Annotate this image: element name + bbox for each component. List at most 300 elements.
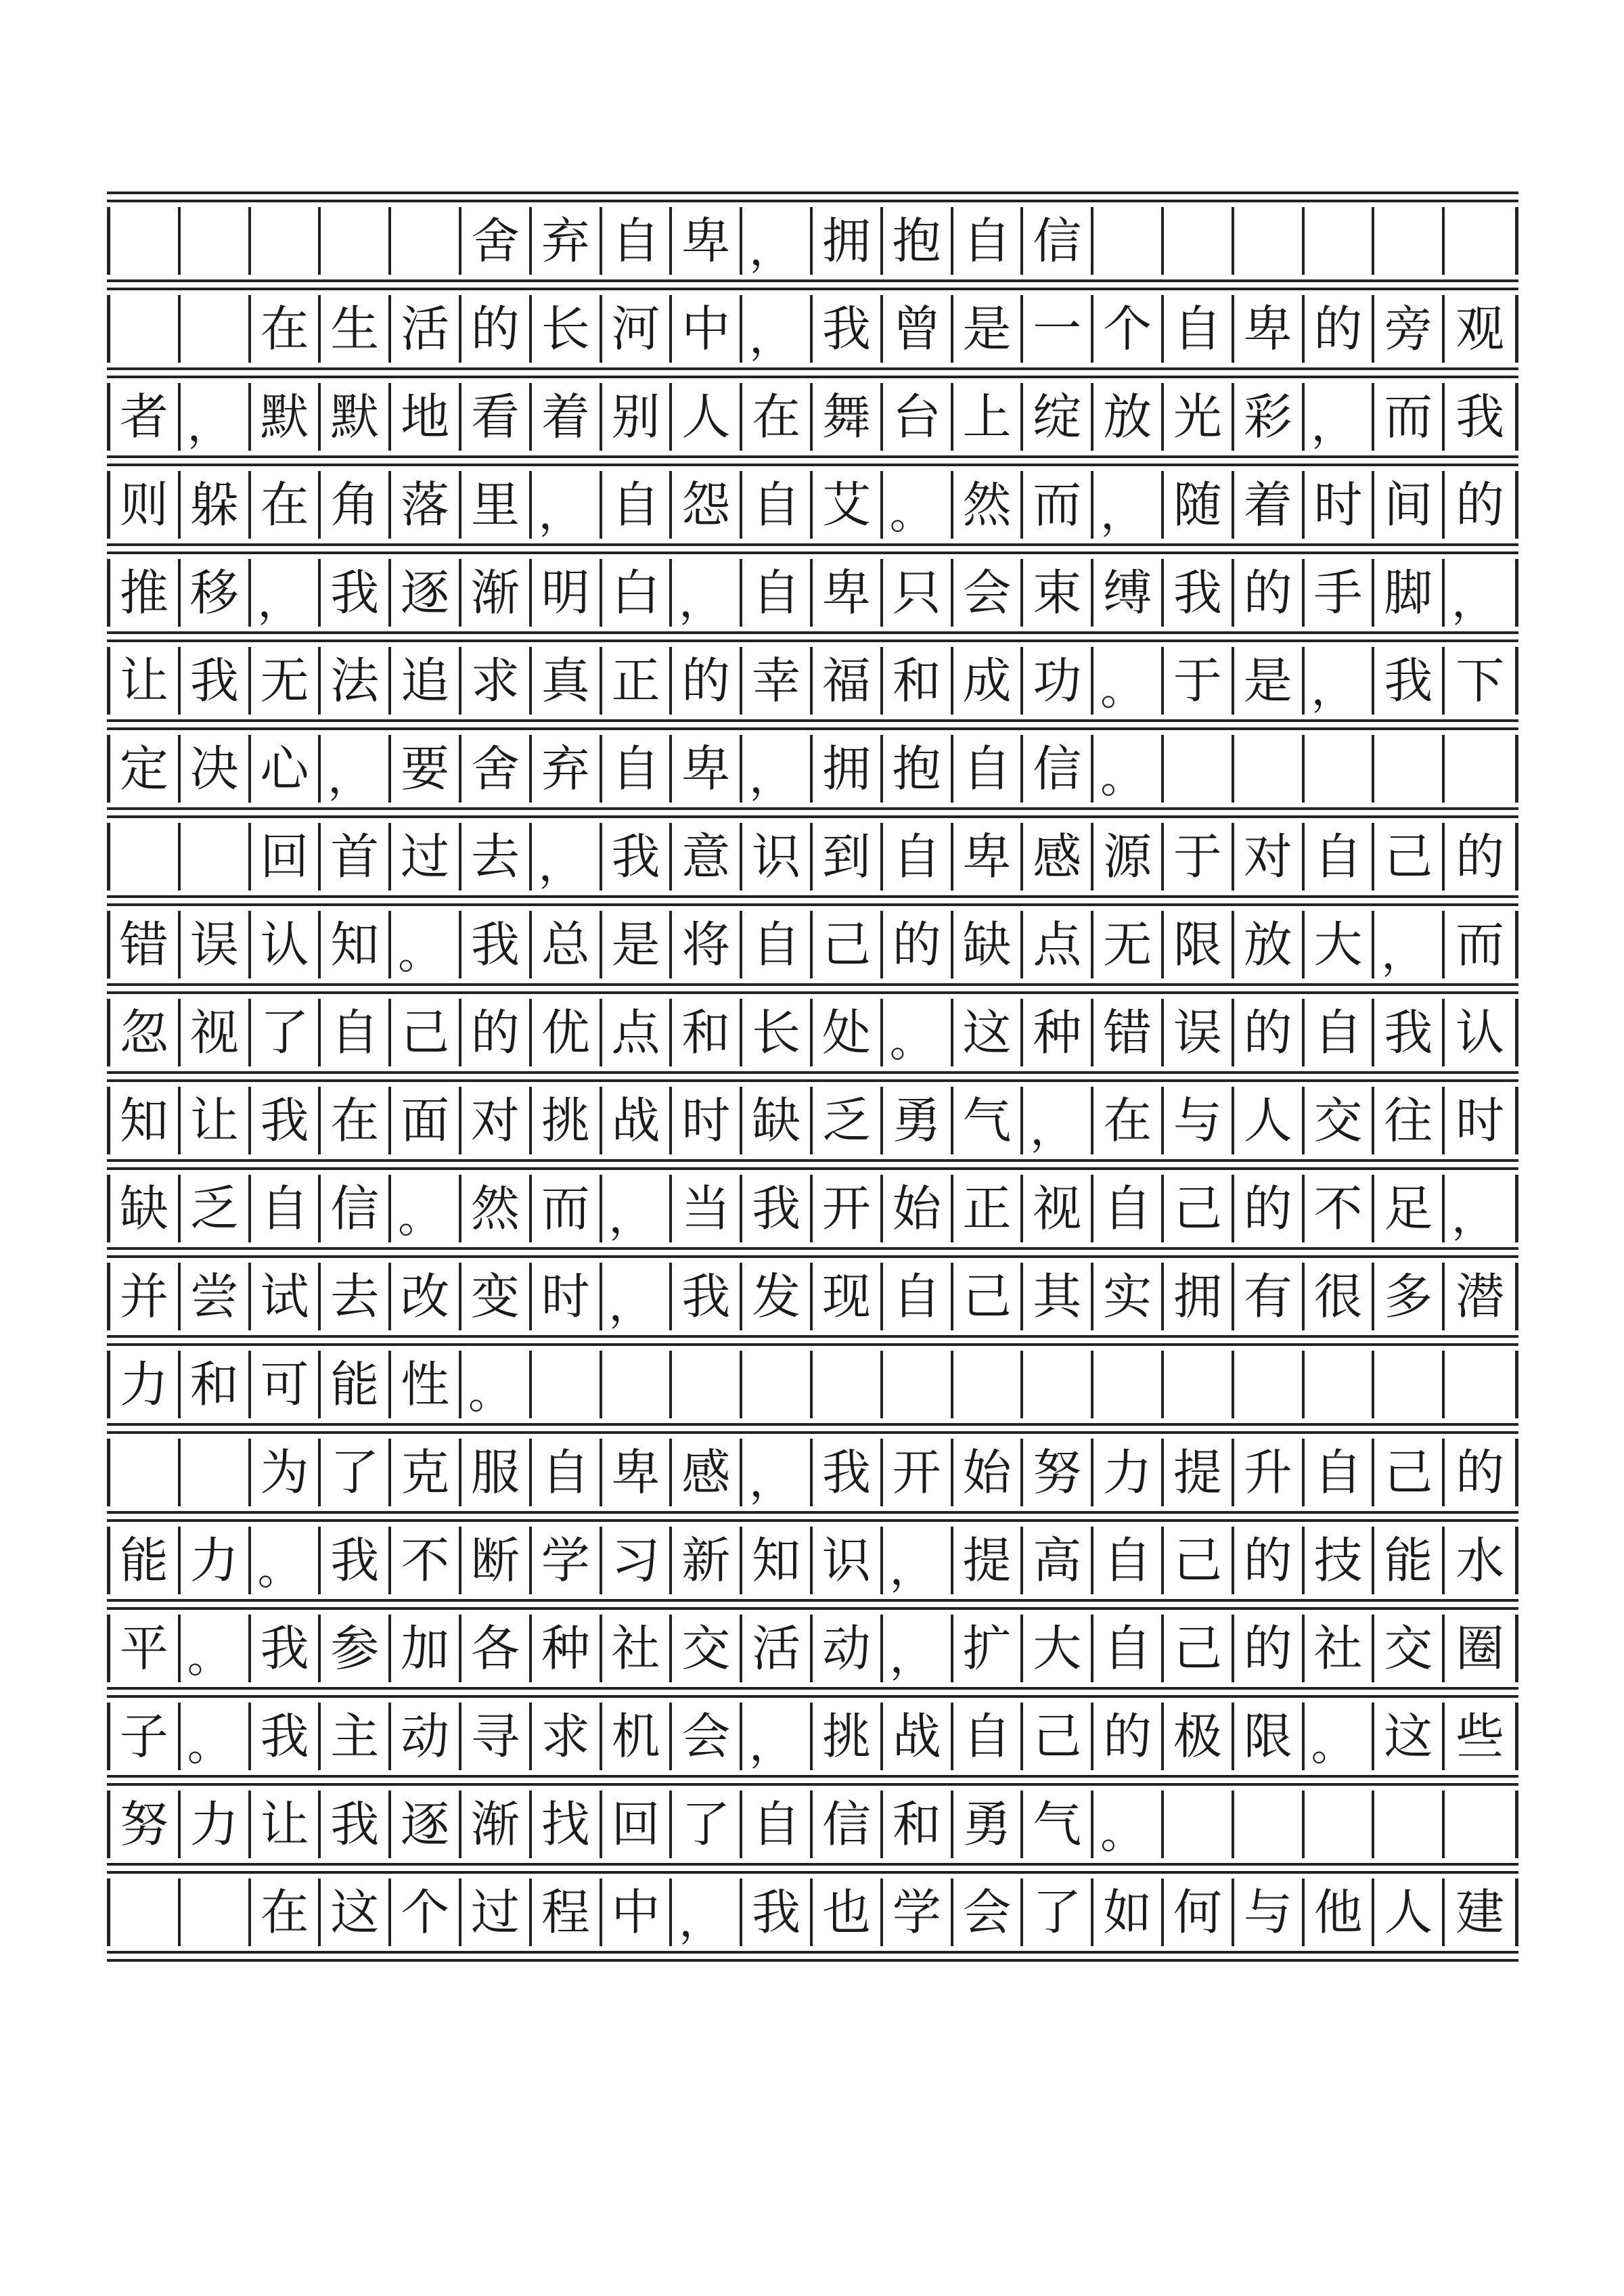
grid-cell: 我 — [461, 911, 532, 978]
grid-cell — [181, 823, 251, 891]
grid-cell: 建 — [1456, 1884, 1505, 1941]
grid-cell: 错 — [1093, 999, 1164, 1066]
grid-cell: 于 — [1164, 823, 1234, 891]
grid-cell: 长 — [532, 295, 602, 363]
grid-cell: 改 — [391, 1263, 461, 1330]
grid-cell: 圈 — [1456, 1620, 1505, 1677]
grid-cell: 开 — [813, 1175, 883, 1242]
grid-cell: 放 — [1234, 911, 1305, 978]
grid-cell: 里 — [461, 471, 532, 539]
grid-cell: 交 — [672, 1615, 742, 1682]
grid-cell: 各 — [461, 1615, 532, 1682]
grid-cell: 己 — [391, 999, 461, 1066]
grid-cell — [110, 207, 181, 275]
grid-cell: 缚 — [1093, 559, 1164, 627]
grid-cell: 个 — [391, 1878, 461, 1946]
grid-cell: ， — [602, 1263, 673, 1330]
grid-cell: 识 — [813, 1527, 883, 1594]
grid-cell: 卑 — [672, 207, 742, 275]
grid-cell: 。 — [181, 1615, 251, 1682]
grid-cell: 我 — [672, 1263, 742, 1330]
grid-cell: ， — [602, 1175, 673, 1242]
grid-cell — [1093, 1351, 1164, 1418]
grid-cell: 光 — [1164, 383, 1234, 451]
grid-cell: 错 — [110, 911, 181, 978]
grid-cell: ， — [1093, 471, 1164, 539]
grid-cell: 了 — [672, 1791, 742, 1858]
grid-cell: 弃 — [532, 735, 602, 803]
grid-cell — [602, 1351, 673, 1418]
grid-cell: 渐 — [461, 1791, 532, 1858]
row-separator — [107, 187, 1518, 207]
grid-cell: 。 — [1093, 1791, 1164, 1858]
grid-cell: 彩 — [1234, 383, 1305, 451]
grid-cell: 明 — [532, 559, 602, 627]
grid-cell: 己 — [1374, 1439, 1445, 1506]
grid-cell — [1023, 1351, 1093, 1418]
grid-cell — [181, 295, 251, 363]
text-row — [107, 1439, 1518, 1506]
grid-cell: ， — [532, 471, 602, 539]
grid-cell: 自 — [602, 207, 673, 275]
grid-cell: 扩 — [953, 1615, 1024, 1682]
grid-cell: 交 — [1305, 1087, 1375, 1154]
grid-cell: ， — [1023, 1087, 1093, 1154]
grid-cell: 子 — [110, 1703, 181, 1770]
grid-cell: 自 — [883, 1263, 953, 1330]
grid-cell: 提 — [1164, 1439, 1234, 1506]
grid-cell: 而 — [1023, 471, 1093, 539]
grid-cell: 了 — [321, 1439, 391, 1506]
grid-cell: 角 — [321, 471, 391, 539]
grid-cell — [1093, 207, 1164, 275]
grid-cell: 回 — [251, 823, 321, 891]
grid-cell: 和 — [883, 1791, 953, 1858]
grid-cell — [672, 1351, 742, 1418]
grid-cell: 和 — [672, 999, 742, 1066]
grid-cell: 始 — [953, 1439, 1024, 1506]
grid-cell: 提 — [953, 1527, 1024, 1594]
grid-cell: 试 — [251, 1263, 321, 1330]
grid-cell: 时 — [532, 1263, 602, 1330]
grid-cell: 自 — [1305, 823, 1375, 891]
row-separator — [107, 1506, 1518, 1527]
grid-cell: 卑 — [1234, 295, 1305, 363]
grid-cell: 渐 — [461, 559, 532, 627]
grid-cell — [1234, 1791, 1305, 1858]
grid-cell: 拥 — [813, 207, 883, 275]
row-separator — [107, 1594, 1518, 1615]
grid-cell: ， — [883, 1615, 953, 1682]
grid-cell — [391, 207, 461, 275]
grid-cell: 缺 — [953, 911, 1024, 978]
grid-cell: 己 — [1164, 1175, 1234, 1242]
grid-cell: 他 — [1305, 1878, 1375, 1946]
grid-cell: 自 — [1093, 1615, 1164, 1682]
grid-cell: 决 — [181, 735, 251, 803]
grid-cell: 技 — [1305, 1527, 1375, 1594]
grid-cell: 缺 — [742, 1087, 813, 1154]
grid-cell — [1305, 735, 1375, 803]
grid-cell: 了 — [251, 999, 321, 1066]
grid-cell: 而 — [532, 1175, 602, 1242]
grid-cell: 动 — [391, 1703, 461, 1770]
grid-cell: 视 — [1023, 1175, 1093, 1242]
text-row — [107, 1878, 1518, 1946]
grid-cell: 无 — [1093, 911, 1164, 978]
grid-cell: 默 — [251, 383, 321, 451]
grid-cell: 正 — [953, 1175, 1024, 1242]
grid-cell: 信 — [1023, 207, 1093, 275]
grid-cell — [1164, 207, 1234, 275]
row-separator — [107, 978, 1518, 999]
text-row — [107, 999, 1518, 1066]
grid-cell: 信 — [813, 1791, 883, 1858]
grid-cell: 种 — [1023, 999, 1093, 1066]
grid-cell: 并 — [110, 1263, 181, 1330]
grid-cell: 与 — [1234, 1878, 1305, 1946]
grid-cell: 移 — [181, 559, 251, 627]
grid-cell — [1374, 735, 1445, 803]
grid-cell: 己 — [813, 911, 883, 978]
grid-cell: 缺 — [110, 1175, 181, 1242]
grid-cell: 时 — [672, 1087, 742, 1154]
grid-cell: 逐 — [391, 1791, 461, 1858]
grid-cell: 逐 — [391, 559, 461, 627]
grid-cell: 到 — [813, 823, 883, 891]
row-separator — [107, 1770, 1518, 1791]
grid-cell: 自 — [742, 559, 813, 627]
grid-cell: 。 — [461, 1351, 532, 1418]
row-separator — [107, 1066, 1518, 1087]
grid-cell: 是 — [602, 911, 673, 978]
grid-cell: 机 — [602, 1703, 673, 1770]
grid-cell — [883, 1351, 953, 1418]
grid-cell: 躲 — [181, 471, 251, 539]
grid-cell — [1164, 1791, 1234, 1858]
grid-cell: 对 — [1234, 823, 1305, 891]
grid-cell: 源 — [1093, 823, 1164, 891]
grid-cell: 正 — [602, 647, 673, 715]
grid-cell: ， — [321, 735, 391, 803]
grid-cell: 的 — [1234, 1175, 1305, 1242]
grid-cell: 卑 — [672, 735, 742, 803]
grid-cell: 要 — [391, 735, 461, 803]
grid-cell: 自 — [883, 823, 953, 891]
row-separator — [107, 803, 1518, 823]
grid-cell: 放 — [1093, 383, 1164, 451]
grid-cell: 不 — [391, 1527, 461, 1594]
grid-cell: 求 — [532, 1703, 602, 1770]
grid-cell: 人 — [1234, 1087, 1305, 1154]
grid-cell: 点 — [602, 999, 673, 1066]
grid-cell: 白 — [602, 559, 673, 627]
grid-cell: 。 — [251, 1527, 321, 1594]
manuscript-grid-paper — [107, 187, 1518, 1966]
grid-cell: 断 — [461, 1527, 532, 1594]
grid-cell: 在 — [742, 383, 813, 451]
grid-cell: 认 — [251, 911, 321, 978]
row-separator — [107, 1154, 1518, 1175]
grid-cell: 面 — [391, 1087, 461, 1154]
grid-cell: 落 — [391, 471, 461, 539]
grid-cell: ， — [181, 383, 251, 451]
text-row — [107, 911, 1518, 978]
grid-cell: 寻 — [461, 1703, 532, 1770]
grid-cell: 也 — [813, 1878, 883, 1946]
grid-cell: 开 — [883, 1439, 953, 1506]
grid-cell — [110, 1439, 181, 1506]
grid-cell: 限 — [1234, 1703, 1305, 1770]
text-row — [107, 383, 1518, 451]
grid-cell — [813, 1351, 883, 1418]
grid-cell: 自 — [1164, 295, 1234, 363]
grid-cell: 能 — [1374, 1527, 1445, 1594]
grid-cell: 默 — [321, 383, 391, 451]
grid-cell: 个 — [1093, 295, 1164, 363]
grid-cell — [181, 1439, 251, 1506]
grid-cell: 别 — [602, 383, 673, 451]
grid-cell: 抱 — [883, 735, 953, 803]
grid-cell: 有 — [1234, 1263, 1305, 1330]
grid-cell: 而 — [1456, 916, 1505, 973]
grid-cell: 然 — [953, 471, 1024, 539]
grid-cell: 我 — [813, 295, 883, 363]
grid-cell: 者 — [110, 383, 181, 451]
grid-cell: 学 — [883, 1878, 953, 1946]
grid-cell: 活 — [391, 295, 461, 363]
grid-cell: 在 — [251, 1878, 321, 1946]
grid-cell: 过 — [391, 823, 461, 891]
grid-cell: 服 — [461, 1439, 532, 1506]
grid-cell: 的 — [1234, 1527, 1305, 1594]
grid-cell: 将 — [672, 911, 742, 978]
grid-cell — [953, 1351, 1024, 1418]
grid-cell: 升 — [1234, 1439, 1305, 1506]
grid-cell: 卑 — [602, 1439, 673, 1506]
grid-cell: 足 — [1374, 1175, 1445, 1242]
grid-cell: 时 — [1305, 471, 1375, 539]
grid-cell — [1234, 735, 1305, 803]
grid-cell: 和 — [181, 1351, 251, 1418]
grid-cell: 战 — [602, 1087, 673, 1154]
grid-cell: 的 — [1093, 1703, 1164, 1770]
grid-cell: 种 — [532, 1615, 602, 1682]
grid-cell: 我 — [181, 647, 251, 715]
grid-cell: 力 — [110, 1351, 181, 1418]
grid-cell: 推 — [110, 559, 181, 627]
grid-cell: 着 — [532, 383, 602, 451]
grid-cell: 我 — [321, 1791, 391, 1858]
grid-cell: 手 — [1305, 559, 1375, 627]
grid-cell: 极 — [1164, 1703, 1234, 1770]
row-separator — [107, 1242, 1518, 1263]
grid-cell: 处 — [813, 999, 883, 1066]
grid-cell — [1445, 207, 1515, 275]
text-row — [107, 295, 1518, 363]
grid-cell: 优 — [532, 999, 602, 1066]
grid-cell: 何 — [1164, 1878, 1234, 1946]
row-separator — [107, 539, 1518, 559]
grid-cell: 幸 — [742, 647, 813, 715]
grid-cell: 福 — [813, 647, 883, 715]
grid-cell: 自 — [1093, 1527, 1164, 1594]
row-separator — [107, 1418, 1518, 1439]
grid-cell: 。 — [883, 999, 953, 1066]
grid-cell: 在 — [321, 1087, 391, 1154]
grid-cell: 自 — [602, 735, 673, 803]
grid-cell — [1164, 735, 1234, 803]
grid-cell: ， — [1451, 1193, 1495, 1242]
text-row — [107, 647, 1518, 715]
grid-cell: ， — [742, 1703, 813, 1770]
grid-cell — [1374, 207, 1445, 275]
row-separator — [107, 1858, 1518, 1878]
grid-cell: 台 — [883, 383, 953, 451]
grid-cell: 不 — [1305, 1175, 1375, 1242]
grid-cell: 拥 — [1164, 1263, 1234, 1330]
grid-cell: 尝 — [181, 1263, 251, 1330]
grid-cell: 人 — [1374, 1878, 1445, 1946]
text-row — [107, 1087, 1518, 1154]
grid-cell: 河 — [602, 295, 673, 363]
grid-cell: 自 — [251, 1175, 321, 1242]
grid-cell — [1305, 1351, 1375, 1418]
grid-cell: 参 — [321, 1615, 391, 1682]
grid-cell: 性 — [391, 1351, 461, 1418]
grid-cell: 下 — [1456, 652, 1505, 709]
grid-cell: 社 — [1305, 1615, 1375, 1682]
grid-cell: ， — [883, 1527, 953, 1594]
grid-cell: 我 — [602, 823, 673, 891]
grid-cell — [1305, 207, 1375, 275]
grid-cell: 让 — [110, 647, 181, 715]
grid-cell: 挑 — [532, 1087, 602, 1154]
grid-cell: 平 — [110, 1615, 181, 1682]
grid-cell: 的 — [1456, 1444, 1505, 1501]
grid-cell: 信 — [1023, 735, 1093, 803]
grid-cell: 己 — [1023, 1703, 1093, 1770]
text-row — [107, 1527, 1518, 1594]
grid-cell: 的 — [1234, 1615, 1305, 1682]
grid-cell: ， — [1305, 383, 1375, 451]
grid-cell: ， — [532, 823, 602, 891]
grid-cell — [1234, 207, 1305, 275]
grid-cell: 我 — [321, 559, 391, 627]
grid-cell: ， — [251, 559, 321, 627]
grid-cell: ， — [672, 1878, 742, 1946]
text-row — [107, 823, 1518, 891]
grid-cell: 可 — [251, 1351, 321, 1418]
grid-cell: 己 — [953, 1263, 1024, 1330]
text-row — [107, 1263, 1518, 1330]
grid-cell — [1445, 735, 1515, 803]
grid-cell: 是 — [1234, 647, 1305, 715]
grid-cell: ， — [742, 207, 813, 275]
grid-cell: 限 — [1164, 911, 1234, 978]
grid-cell: ， — [672, 559, 742, 627]
row-separator — [107, 451, 1518, 471]
grid-cell: 往 — [1374, 1087, 1445, 1154]
grid-cell: ， — [1374, 911, 1445, 978]
grid-cell: 我 — [251, 1615, 321, 1682]
text-row — [107, 1791, 1518, 1858]
grid-cell: 去 — [461, 823, 532, 891]
grid-cell: 学 — [532, 1527, 602, 1594]
grid-cell — [1234, 1351, 1305, 1418]
grid-cell — [1305, 1791, 1375, 1858]
grid-cell: 去 — [321, 1263, 391, 1330]
text-row — [107, 1351, 1518, 1418]
grid-cell: 很 — [1305, 1263, 1375, 1330]
grid-cell: 舍 — [461, 735, 532, 803]
grid-cell: 生 — [321, 295, 391, 363]
row-separator — [107, 1946, 1518, 1966]
grid-cell: 定 — [110, 735, 181, 803]
title-row — [107, 207, 1518, 275]
grid-cell: 大 — [1023, 1615, 1093, 1682]
grid-cell: 知 — [321, 911, 391, 978]
grid-cell: 的 — [672, 647, 742, 715]
grid-cell: 高 — [1023, 1527, 1093, 1594]
grid-cell: 的 — [1234, 559, 1305, 627]
grid-cell: 认 — [1456, 1004, 1505, 1061]
grid-cell: 回 — [602, 1791, 673, 1858]
grid-cell: 抱 — [883, 207, 953, 275]
grid-cell: 拥 — [813, 735, 883, 803]
grid-cell: 交 — [1374, 1615, 1445, 1682]
grid-cell: 战 — [883, 1703, 953, 1770]
grid-cell: 真 — [532, 647, 602, 715]
grid-cell: 会 — [953, 559, 1024, 627]
grid-cell: ， — [1451, 577, 1495, 627]
grid-cell: 会 — [672, 1703, 742, 1770]
text-row — [107, 735, 1518, 803]
grid-cell: 一 — [1023, 295, 1093, 363]
grid-cell: 上 — [953, 383, 1024, 451]
grid-cell: 己 — [1374, 823, 1445, 891]
row-separator — [107, 275, 1518, 295]
grid-cell: 些 — [1456, 1708, 1505, 1765]
grid-cell: ， — [742, 1439, 813, 1506]
grid-cell: 时 — [1456, 1092, 1505, 1149]
grid-cell: 气 — [1023, 1791, 1093, 1858]
text-row — [107, 1175, 1518, 1242]
grid-cell: 我 — [1374, 999, 1445, 1066]
grid-cell: 这 — [321, 1878, 391, 1946]
row-separator — [107, 715, 1518, 735]
row-separator — [107, 1682, 1518, 1703]
grid-cell: 的 — [1456, 828, 1505, 885]
grid-cell: 自 — [321, 999, 391, 1066]
grid-cell: 自 — [742, 1791, 813, 1858]
grid-cell: 求 — [461, 647, 532, 715]
grid-cell — [181, 207, 251, 275]
grid-cell: 中 — [602, 1878, 673, 1946]
grid-cell: 自 — [742, 911, 813, 978]
grid-cell: 卑 — [813, 559, 883, 627]
grid-cell: 信 — [321, 1175, 391, 1242]
grid-cell: 是 — [953, 295, 1024, 363]
grid-cell: 其 — [1023, 1263, 1093, 1330]
grid-cell: 活 — [742, 1615, 813, 1682]
grid-cell: 挑 — [813, 1703, 883, 1770]
grid-cell: 与 — [1164, 1087, 1234, 1154]
grid-cell: 视 — [181, 999, 251, 1066]
grid-cell: 总 — [532, 911, 602, 978]
grid-cell: 勇 — [883, 1087, 953, 1154]
grid-cell: 自 — [1093, 1175, 1164, 1242]
